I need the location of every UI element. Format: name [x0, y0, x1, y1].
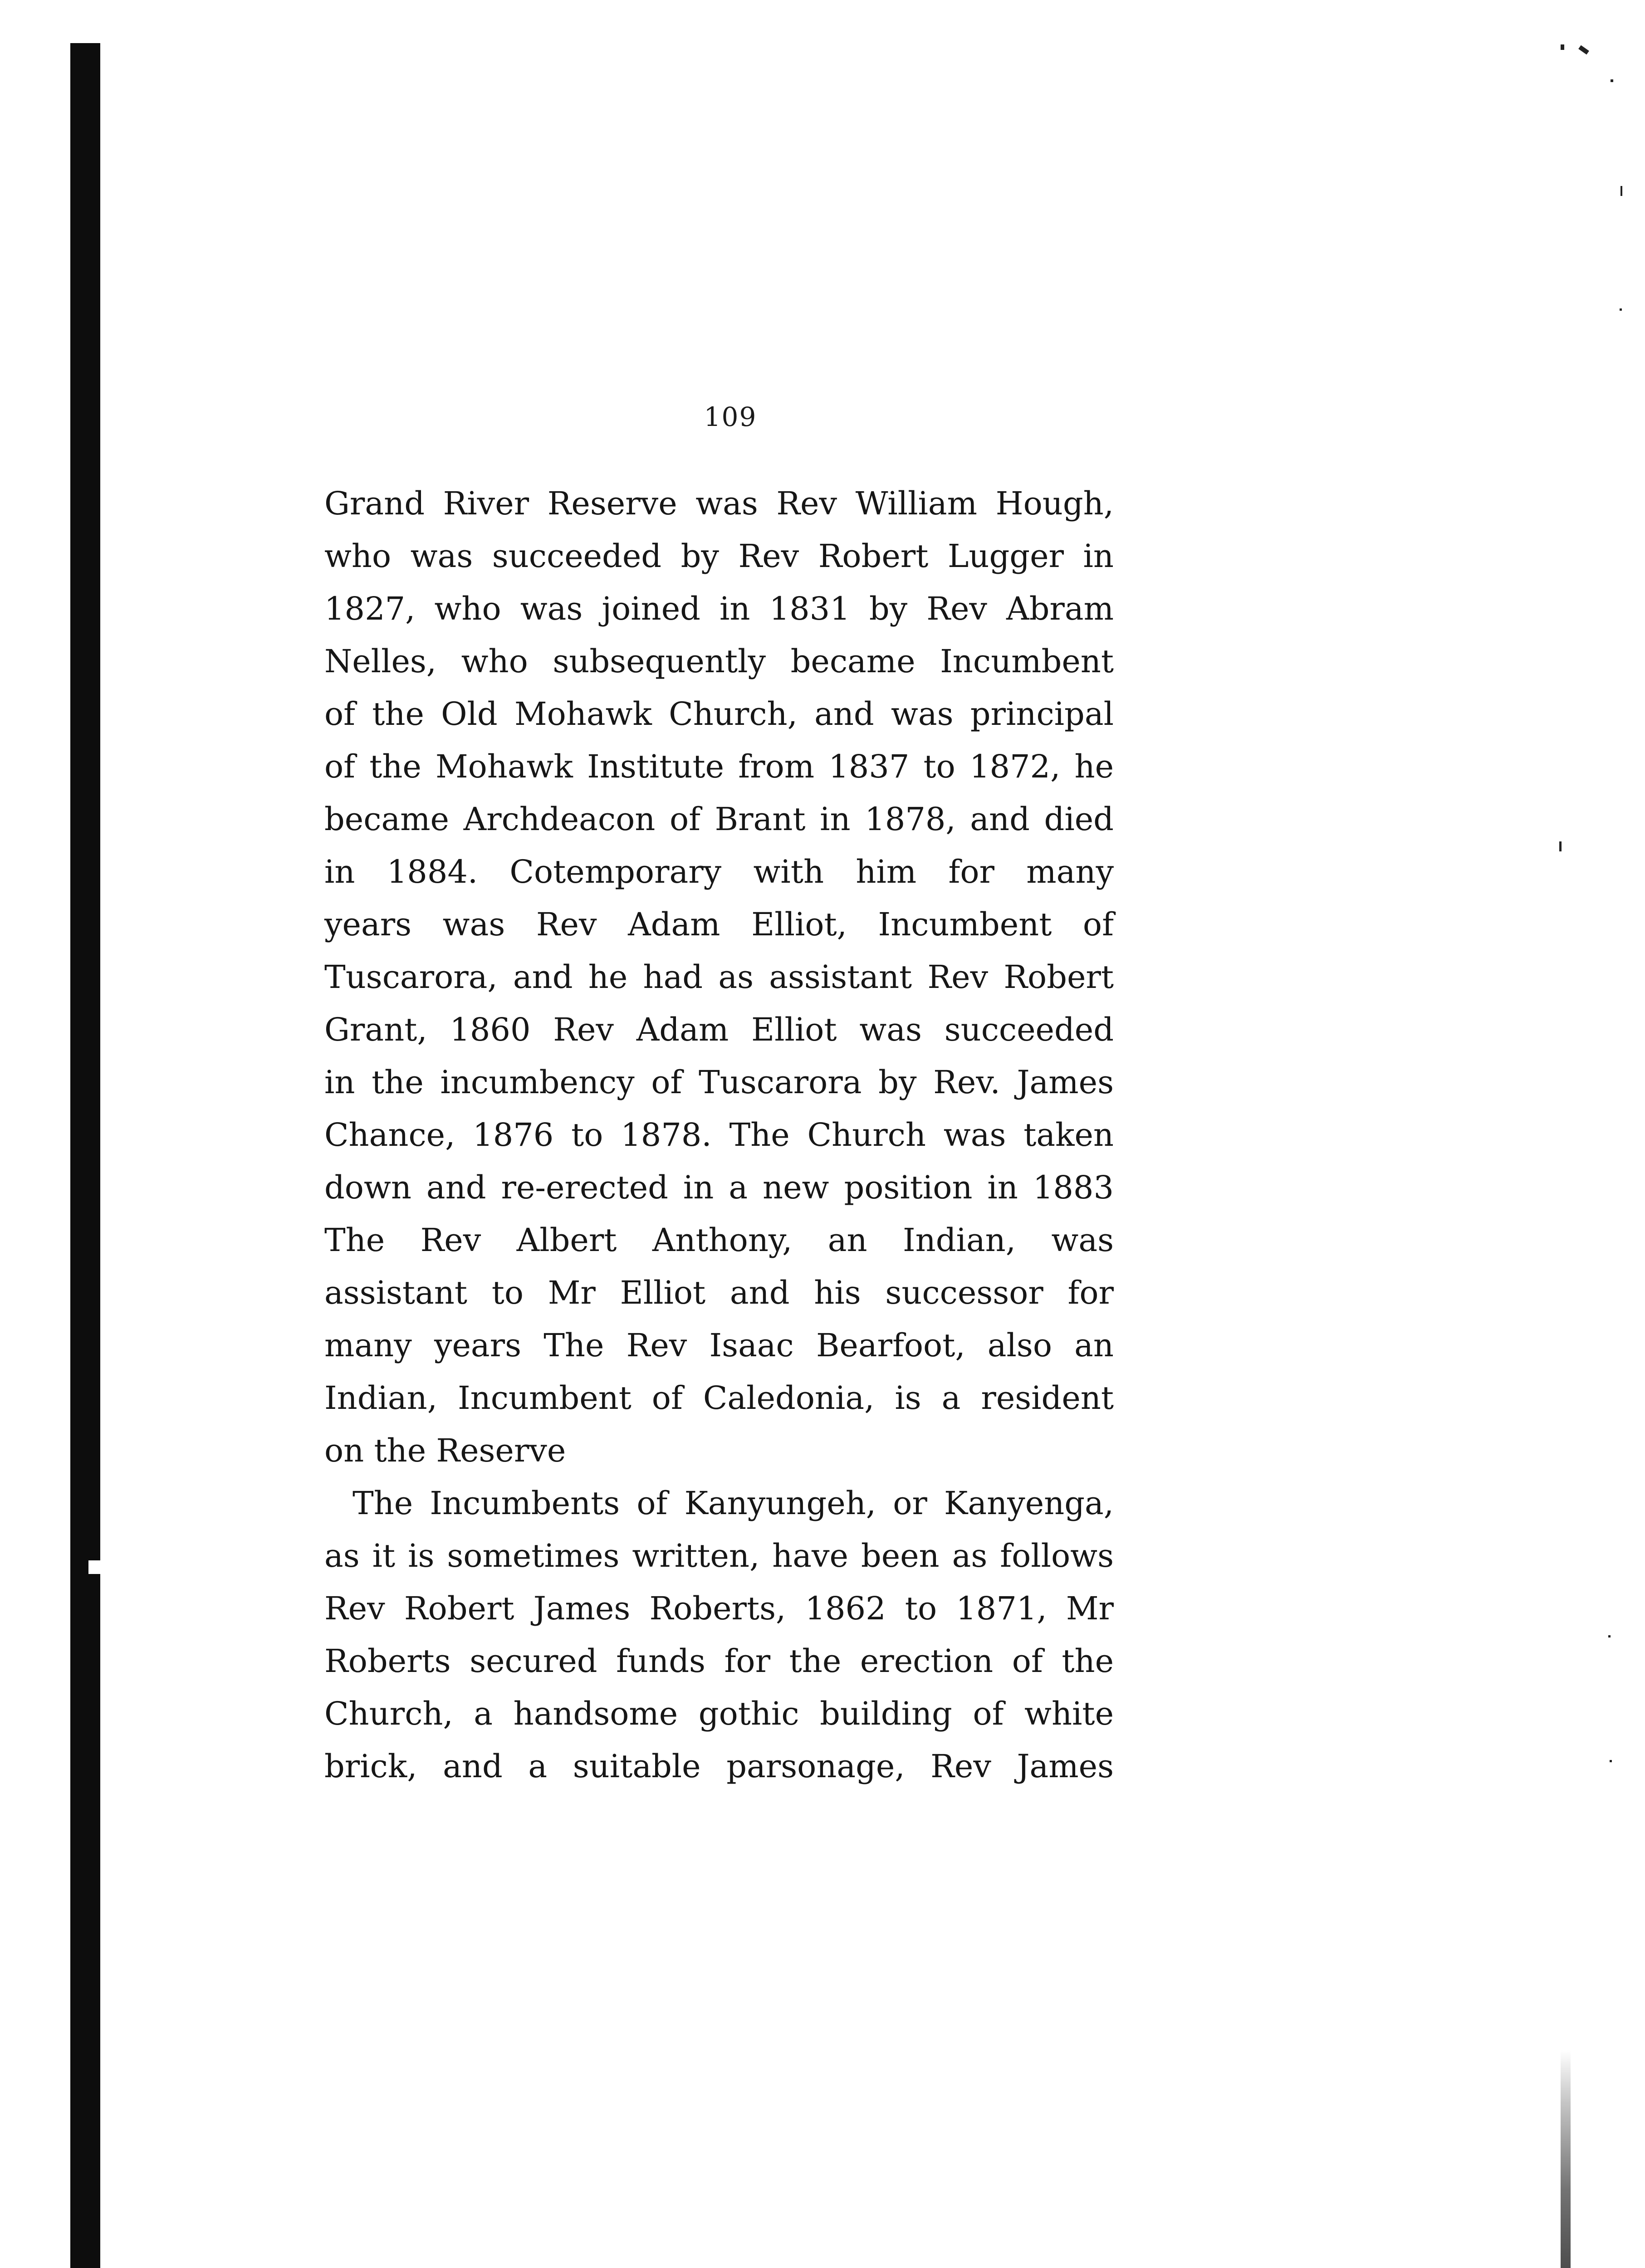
text-line: Grant, 1860 Rev Adam Elliot was succeeded — [324, 1011, 1114, 1048]
text-line: of the Mohawk Institute from 1837 to 1872, he — [324, 748, 1114, 785]
text-line: in the incumbency of Tuscarora by Rev. James — [324, 1064, 1114, 1101]
scan-speck — [1611, 79, 1613, 82]
text-line: assistant to Mr Elliot and his successor for — [324, 1274, 1114, 1311]
text-line: Roberts secured funds for the erection of the — [324, 1642, 1114, 1680]
text-line: on the Reserve — [324, 1432, 566, 1469]
text-line: Indian, Incumbent of Caledonia, is a resident — [324, 1379, 1114, 1417]
text-line: many years The Rev Isaac Bearfoot, also an — [324, 1327, 1114, 1364]
text-line: down and re-erected in a new position in 1883 — [324, 1169, 1114, 1206]
text-line: who was succeeded by Rev Robert Lugger in — [324, 538, 1114, 575]
text-line: Nelles, who subsequently became Incumbent — [324, 643, 1114, 680]
binding-notch — [88, 1560, 101, 1574]
text-line: 1827, who was joined in 1831 by Rev Abram — [324, 590, 1114, 627]
paragraph — [324, 477, 1114, 1477]
scan-speck — [1608, 1635, 1611, 1637]
scan-speck — [1561, 44, 1564, 50]
body-text — [324, 477, 1114, 1793]
text-line: of the Old Mohawk Church, and was principal — [324, 695, 1114, 733]
text-line: years was Rev Adam Elliot, Incumbent of — [324, 906, 1114, 943]
text-line: The Incumbents of Kanyungeh, or Kanyenga, — [352, 1485, 1114, 1522]
scan-speck — [1578, 45, 1589, 55]
text-line: Grand River Reserve was Rev William Hough, — [324, 485, 1114, 522]
text-line: Chance, 1876 to 1878. The Church was taken — [324, 1116, 1114, 1154]
text-line: Tuscarora, and he had as assistant Rev Robert — [324, 958, 1114, 996]
binding-edge — [70, 43, 100, 2268]
text-line: The Rev Albert Anthony, an Indian, was — [324, 1222, 1114, 1259]
scan-speck — [1620, 308, 1622, 311]
text-line: in 1884. Cotemporary with him for many — [324, 853, 1114, 890]
text-line: brick, and a suitable parsonage, Rev James — [324, 1748, 1114, 1785]
text-line: Rev Robert James Roberts, 1862 to 1871, Mr — [324, 1590, 1114, 1627]
page-number: 109 — [704, 401, 757, 432]
text-line: Church, a handsome gothic building of white — [324, 1695, 1114, 1732]
scan-speck — [1610, 1760, 1612, 1762]
paragraph — [324, 1477, 1114, 1793]
text-line: as it is sometimes written, have been as follows — [324, 1537, 1114, 1574]
text-line: became Archdeacon of Brant in 1878, and died — [324, 801, 1114, 838]
scan-edge-artifact — [1561, 2050, 1571, 2268]
scan-speck — [1559, 841, 1562, 851]
scan-speck — [1621, 186, 1622, 196]
